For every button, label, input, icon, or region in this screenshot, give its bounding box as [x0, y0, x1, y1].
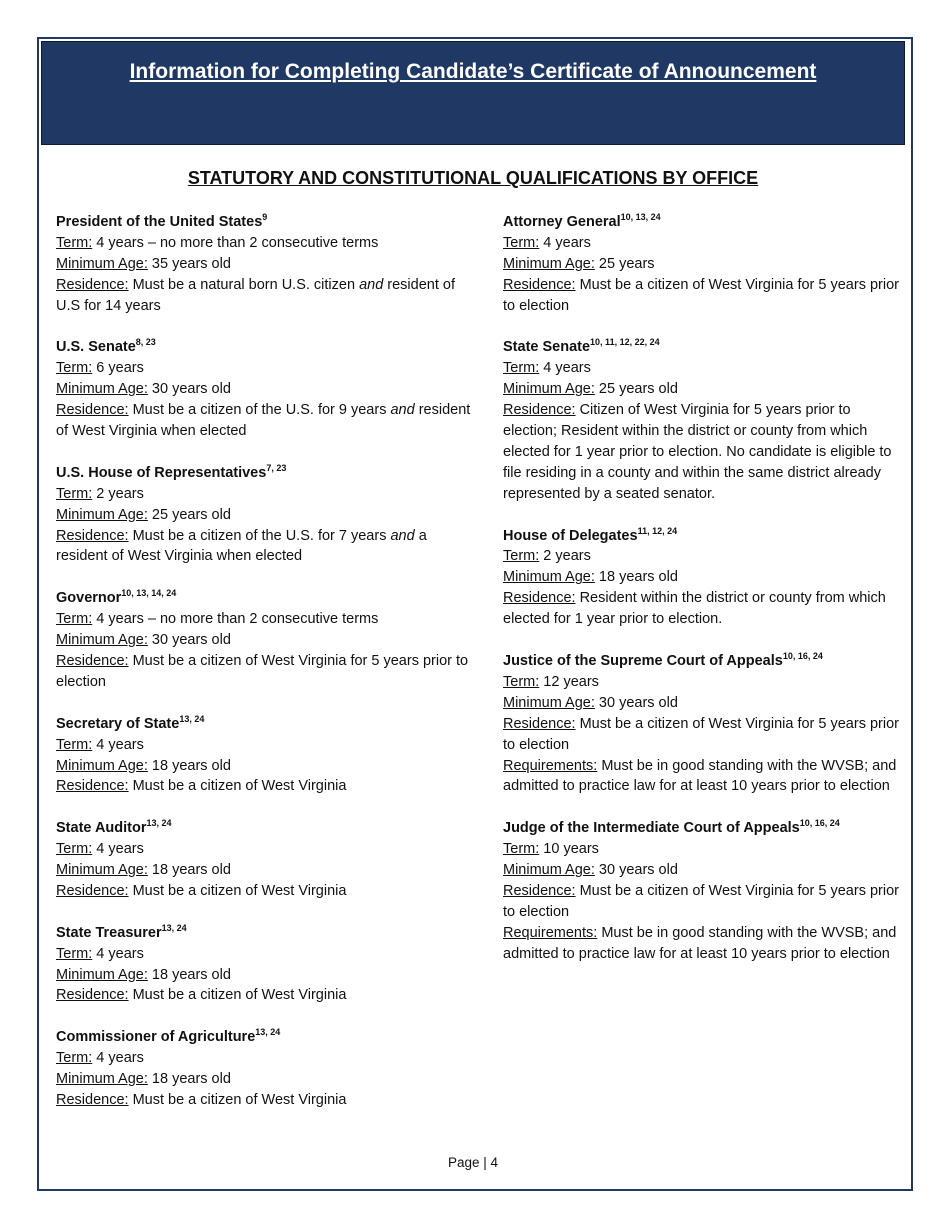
residence-text: Residence: Must be a citizen of West Virginia — [56, 987, 347, 1004]
residence-label: Residence: — [56, 882, 129, 899]
min-age-label: Minimum Age: — [56, 632, 148, 649]
office-name: Judge of the Intermediate Court of Appeals$^{10, 16, 24}$ — [503, 818, 840, 837]
term-value: 4 years – no more than 2 consecutive terms — [96, 234, 379, 251]
residence-label: Residence: — [56, 402, 129, 419]
residence-label: Residence: — [56, 1091, 129, 1108]
term-label: Term: — [56, 1050, 93, 1067]
min-age-label: Minimum Age: — [56, 1071, 148, 1088]
min-age-value: 30 years old — [598, 694, 678, 711]
footnote-ref: 10, 16, 24 — [799, 818, 840, 829]
min-age-label: Minimum Age: — [503, 569, 595, 586]
residence-label: Residence: — [56, 276, 129, 293]
office-name: Commissioner of Agriculture$^{13, 24}$ — [56, 1027, 281, 1046]
footnote-ref: 9 — [262, 212, 268, 222]
residence-label: Residence: — [56, 987, 129, 1004]
term-label: Term: — [56, 611, 93, 628]
min-age-value: 25 years old — [598, 381, 678, 398]
term-label: Term: — [503, 548, 540, 565]
office-name: U.S. House of Representatives$^{7, 23}$ — [56, 462, 287, 481]
term-value: 4 years — [96, 945, 144, 962]
footnote-ref: 10, 13, 14, 24 — [121, 588, 177, 599]
residence-text: Residence: Must be a citizen of West Virginia for 5 years prior to election — [56, 652, 469, 690]
office-supreme-court-justice — [503, 651, 903, 797]
office-president — [56, 212, 476, 317]
office-house-of-delegates — [503, 526, 903, 631]
residence-text: Residence: Resident within the district or county from which elected for 1 year prior to election. — [503, 590, 886, 628]
term-label: Term: — [56, 234, 93, 251]
footnote-ref: 11, 12, 24 — [637, 525, 678, 536]
requirements-text: Requirements: Must be in good standing with the WVSB; and admitted to practice law for at least 10 years prior to election — [503, 757, 897, 795]
office-state-auditor — [56, 818, 476, 902]
requirements-label: Requirements: — [503, 924, 598, 941]
office-name: Governor$^{10, 13, 14, 24}$ — [56, 588, 177, 607]
min-age-label: Minimum Age: — [503, 255, 595, 272]
requirements-text: Requirements: Must be in good standing with the WVSB; and admitted to practice law for at least 10 years prior to election — [503, 924, 897, 962]
office-name: U.S. Senate$^{8, 23}$ — [56, 337, 156, 356]
min-age-label: Minimum Age: — [56, 862, 148, 879]
page-number: Page | 4 — [447, 1155, 499, 1170]
min-age-value: 18 years old — [151, 966, 231, 983]
office-name: State Treasurer$^{13, 24}$ — [56, 922, 187, 941]
office-secretary-of-state — [56, 714, 476, 798]
residence-text: Residence: Must be a natural born U.S. citizen and resident of U.S for 14 years — [56, 276, 456, 314]
left-column — [56, 212, 476, 1132]
min-age-label: Minimum Age: — [56, 966, 148, 983]
residence-label: Residence: — [503, 276, 576, 293]
min-age-value: 18 years old — [598, 569, 678, 586]
residence-label: Residence: — [56, 778, 129, 795]
footnote-ref: 10, 13, 24 — [620, 212, 661, 222]
term-label: Term: — [503, 234, 540, 251]
min-age-label: Minimum Age: — [503, 694, 595, 711]
office-name: Secretary of State$^{13, 24}$ — [56, 713, 205, 732]
office-us-senate — [56, 337, 476, 442]
footnote-ref: 10, 16, 24 — [782, 650, 823, 661]
term-value: 10 years — [543, 841, 599, 858]
footnote-ref: 13, 24 — [255, 1027, 281, 1038]
residence-label: Residence: — [503, 715, 576, 732]
office-name: Justice of the Supreme Court of Appeals$^{10, 16, 24}$ — [503, 650, 823, 669]
min-age-value: 30 years old — [151, 632, 231, 649]
residence-text: Residence: Must be a citizen of West Virginia — [56, 778, 347, 795]
requirements-label: Requirements: — [503, 757, 598, 774]
min-age-value: 30 years old — [598, 862, 678, 879]
residence-text: Residence: Must be a citizen of West Virginia for 5 years prior to election — [503, 276, 899, 314]
term-value: 12 years — [543, 673, 599, 690]
office-us-house — [56, 463, 476, 568]
footnote-ref: 8, 23 — [135, 337, 156, 348]
min-age-label: Minimum Age: — [503, 862, 595, 879]
residence-label: Residence: — [503, 590, 576, 607]
office-state-senate — [503, 337, 903, 504]
min-age-value: 18 years old — [151, 757, 231, 774]
residence-text: Residence: Citizen of West Virginia for 5 years prior to election; Resident within the district or county from which elected for 1 year prior to election. No candidate is eligible to file residing in a county and within the same district already represented by a seated senator. — [503, 402, 892, 502]
term-label: Term: — [56, 841, 93, 858]
office-state-treasurer — [56, 923, 476, 1007]
min-age-label: Minimum Age: — [56, 506, 148, 523]
office-name: State Senate$^{10, 11, 12, 22, 24}$ — [503, 337, 660, 356]
min-age-value: 25 years old — [151, 506, 231, 523]
min-age-label: Minimum Age: — [56, 381, 148, 398]
section-heading: STATUTORY AND CONSTITUTIONAL QUALIFICATIONS BY OFFICE — [187, 168, 759, 188]
right-column — [503, 212, 903, 985]
footnote-ref: 13, 24 — [146, 818, 172, 829]
term-label: Term: — [56, 485, 93, 502]
residence-label: Residence: — [56, 652, 129, 669]
residence-label: Residence: — [503, 402, 576, 419]
term-value: 4 years — [543, 234, 591, 251]
residence-label: Residence: — [503, 882, 576, 899]
residence-text: Residence: Must be a citizen of the U.S. for 7 years and a resident of West Virginia when elected — [56, 527, 427, 565]
term-label: Term: — [56, 736, 93, 753]
office-name: President of the United States$^9$ — [56, 212, 268, 230]
header-banner — [41, 41, 905, 145]
term-value: 2 years — [96, 485, 144, 502]
term-value: 4 years — [96, 841, 144, 858]
term-value: 4 years — [96, 1050, 144, 1067]
footnote-ref: 10, 11, 12, 22, 24 — [590, 337, 660, 348]
term-label: Term: — [503, 841, 540, 858]
residence-text: Residence: Must be a citizen of West Virginia — [56, 1091, 347, 1108]
office-governor — [56, 588, 476, 693]
term-label: Term: — [503, 360, 540, 377]
term-value: 4 years — [543, 360, 591, 377]
office-name: State Auditor$^{13, 24}$ — [56, 818, 172, 837]
term-label: Term: — [56, 945, 93, 962]
residence-text: Residence: Must be a citizen of the U.S. for 9 years and resident of West Virginia when elected — [56, 402, 471, 440]
document-title: Information for Completing Candidate’s Certificate of Announcement — [129, 60, 817, 83]
term-value: 2 years — [543, 548, 591, 565]
term-value: 4 years – no more than 2 consecutive terms — [96, 611, 379, 628]
min-age-value: 30 years old — [151, 381, 231, 398]
term-label: Term: — [503, 673, 540, 690]
min-age-value: 35 years old — [151, 255, 231, 272]
office-commissioner-of-agriculture — [56, 1027, 476, 1111]
term-label: Term: — [56, 360, 93, 377]
office-intermediate-court-judge — [503, 818, 903, 964]
term-value: 4 years — [96, 736, 144, 753]
term-value: 6 years — [96, 360, 144, 377]
residence-text: Residence: Must be a citizen of West Virginia — [56, 882, 347, 899]
residence-text: Residence: Must be a citizen of West Virginia for 5 years prior to election — [503, 882, 899, 920]
footnote-ref: 13, 24 — [161, 922, 187, 933]
min-age-label: Minimum Age: — [56, 757, 148, 774]
min-age-value: 25 years — [598, 255, 655, 272]
residence-label: Residence: — [56, 527, 129, 544]
min-age-value: 18 years old — [151, 1071, 231, 1088]
office-attorney-general — [503, 212, 903, 317]
min-age-value: 18 years old — [151, 862, 231, 879]
residence-text: Residence: Must be a citizen of West Virginia for 5 years prior to election — [503, 715, 899, 753]
min-age-label: Minimum Age: — [56, 255, 148, 272]
footnote-ref: 13, 24 — [179, 713, 205, 724]
office-name: House of Delegates$^{11, 12, 24}$ — [503, 525, 678, 544]
footnote-ref: 7, 23 — [266, 462, 287, 473]
office-name: Attorney General$^{10, 13, 24}$ — [503, 212, 661, 230]
min-age-label: Minimum Age: — [503, 381, 595, 398]
